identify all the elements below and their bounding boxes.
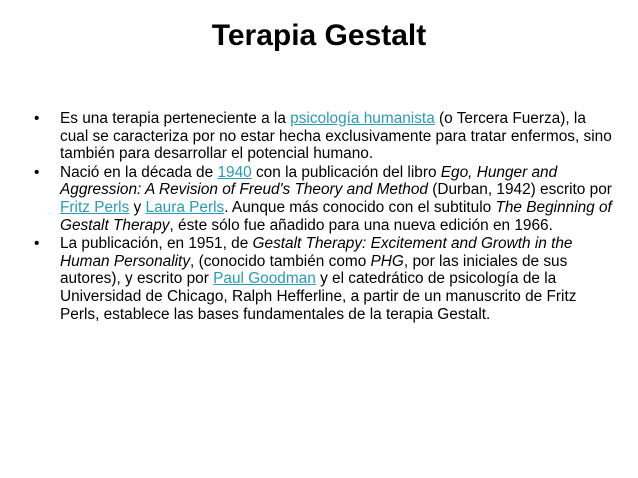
text-run: (Durban, 1942) escrito por bbox=[427, 181, 612, 199]
link-laura-perls[interactable]: Laura Perls bbox=[145, 198, 225, 216]
text-run: Es una terapia perteneciente a la bbox=[60, 110, 291, 127]
text-run: y el catedrático de psicología de la Universidad de Chicago, Ralph Hefferline, a partir de un manuscrito de Fritz Perls, establece las bases fundamentales de la terapia Gestalt. bbox=[60, 270, 577, 323]
bullet-item-3 bbox=[34, 235, 614, 323]
link-paul-goodman[interactable]: Paul Goodman bbox=[213, 270, 316, 288]
bullet-dot: • bbox=[34, 235, 40, 253]
bullet-item-2 bbox=[34, 164, 614, 234]
bullet-item-1 bbox=[34, 110, 614, 163]
text-run: y bbox=[129, 198, 146, 216]
subtitle-title: The Beginning of Gestalt Therapy bbox=[60, 198, 612, 234]
text-run: (o Tercera Fuerza), la cual se caracteriza por no estar hecha exclusivamente para tratar enfermos, sino también para desarrollar el potencial humano. bbox=[60, 110, 612, 163]
bullet-dot: • bbox=[34, 163, 40, 181]
text-run: Nació en la década de bbox=[60, 163, 218, 181]
text-run: , por las iniciales de sus autores), y escrito por bbox=[60, 252, 568, 288]
book-title: Ego, Hunger and Aggression: A Revision of Freud's Theory and Method bbox=[60, 163, 558, 199]
slide-title: Terapia Gestalt bbox=[211, 19, 427, 52]
text-run: La publicación, en 1951, de bbox=[60, 235, 253, 253]
book-title: Gestalt Therapy: Excitement and Growth in the Human Personality bbox=[60, 235, 573, 270]
text-run: . Aunque más conocido con el subtitulo bbox=[224, 198, 496, 216]
bullet-list bbox=[34, 110, 614, 324]
link-1940[interactable]: 1940 bbox=[217, 163, 252, 181]
link-psicologia-humanista[interactable]: psicología humanista bbox=[290, 110, 435, 127]
text-run: con la publicación del libro bbox=[251, 163, 441, 181]
link-fritz-perls[interactable]: Fritz Perls bbox=[60, 198, 130, 216]
text-run: , (conocido también como bbox=[190, 252, 371, 270]
bullet-dot: • bbox=[34, 110, 40, 127]
abbreviation: PHG bbox=[370, 252, 404, 270]
text-run: , éste sólo fue añadido para una nueva edición en 1966. bbox=[169, 216, 553, 234]
